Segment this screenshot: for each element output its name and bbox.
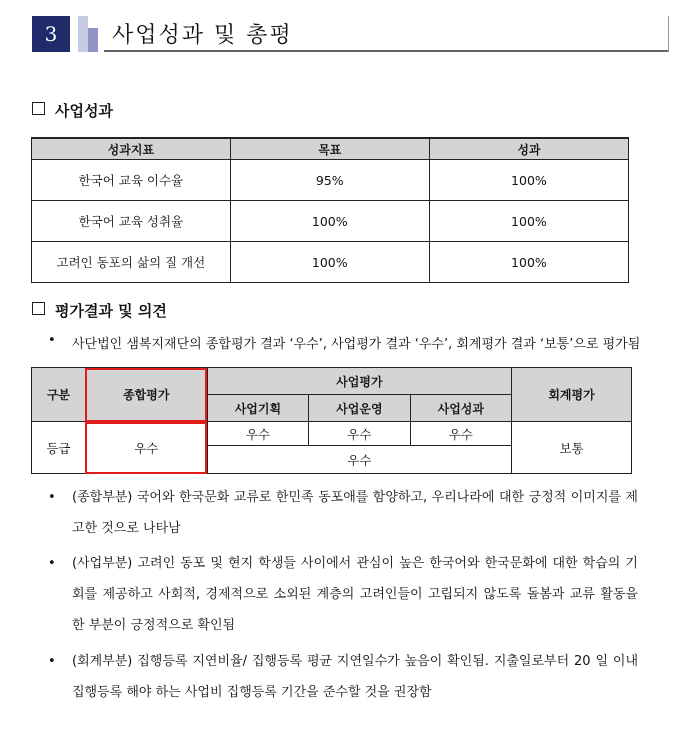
opinion-paragraph [48,482,638,544]
section-heading-evaluation [32,300,167,321]
column-header-project: 사업평가 [207,368,511,395]
table-row [32,422,632,446]
target-cell: 100% [230,242,429,283]
column-header-overall: 종합평가 [85,368,207,422]
summary-text: 사단법인 샘복지재단의 종합평가 결과 ‘우수’, 사업평가 결과 ‘우수’, 회계평가 결과 ‘보통’으로 평가됨 [72,337,641,352]
column-header: 성과 [429,138,628,160]
evaluation-table [31,367,632,474]
operation-grade-cell: 우수 [309,422,410,446]
column-header: 사업성과 [410,395,511,422]
opinion-text: (사업부분) 고려인 동포 및 현지 학생들 사이에서 관심이 높은 한국어와 한국문화에 대한 학습의 기회를 제공하고 사회적, 경제적으로 소외된 계층의 고려인들이 고립되지 않도록 돌봄과 교류 활동을 한 부분이 긍정적으로 확인됨 [72,556,638,633]
result-cell: 100% [429,201,628,242]
indicator-cell: 한국어 교육 성취율 [32,201,231,242]
chapter-header [32,16,669,52]
opinion-text: (종합부분) 국어와 한국문화 교류로 한민족 동포애를 함양하고, 우리나라에 대한 긍정적 이미지를 제고한 것으로 나타남 [72,490,638,536]
column-header: 구분 [32,368,86,422]
outcome-grade-cell: 우수 [410,422,511,446]
section-title: 평가결과 및 의견 [55,302,167,320]
planning-grade-cell: 우수 [207,422,308,446]
header-decoration [88,28,98,52]
bullet-icon: • [48,490,56,505]
overall-grade-cell: 우수 [85,422,207,474]
result-cell: 100% [429,242,628,283]
performance-table [31,137,629,283]
table-row [32,242,629,283]
header-end-line [668,16,669,52]
project-total-grade-cell: 우수 [207,446,511,474]
chapter-title: 사업성과 및 총평 [112,23,293,48]
indicator-cell: 한국어 교육 이수율 [32,160,231,201]
indicator-cell: 고려인 동포의 삶의 질 개선 [32,242,231,283]
table-row [32,201,629,242]
opinion-paragraph [48,646,638,708]
column-header: 회계평가 [512,368,632,422]
opinion-paragraph [48,548,638,641]
row-label-cell: 등급 [32,422,86,474]
header-decoration [78,16,88,52]
target-cell: 95% [230,160,429,201]
section-heading-performance [32,100,113,121]
table-header-row [32,368,632,395]
result-cell: 100% [429,160,628,201]
header-underline [104,50,669,52]
accounting-grade-cell: 보통 [512,422,632,474]
checkbox-square-icon [32,302,45,315]
column-header: 성과지표 [32,138,231,160]
column-header: 사업운영 [309,395,410,422]
column-header: 목표 [230,138,429,160]
chapter-number: 3 [32,16,70,52]
target-cell: 100% [230,201,429,242]
table-row [32,160,629,201]
bullet-icon: • [48,654,56,669]
bullet-icon: • [48,333,56,348]
opinion-text: (회계부분) 집행등록 지연비율/ 집행등록 평균 지연일수가 높음이 확인됨. 지출일로부터 20 일 이내 집행등록 해야 하는 사업비 집행등록 기간을 준수할 것을 권장함 [72,654,638,700]
section-title: 사업성과 [55,102,113,120]
checkbox-square-icon [32,102,45,115]
table-header-row [32,138,629,160]
bullet-icon: • [48,556,56,571]
column-header: 사업기획 [207,395,308,422]
